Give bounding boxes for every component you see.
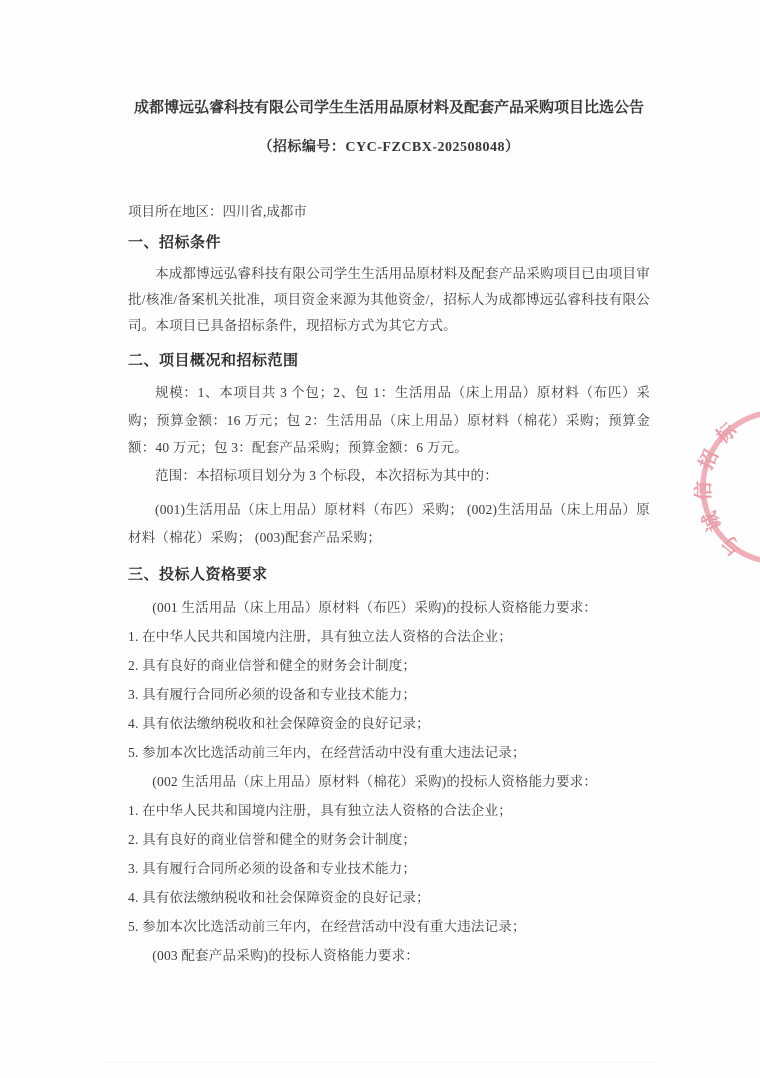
requirement-item: 3. 具有履行合同所必须的设备和专业技术能力； (128, 861, 417, 876)
page-bottom-edge (100, 1062, 660, 1063)
project-location-line: 项目所在地区：四川省,成都市 (128, 204, 307, 219)
section-1-paragraph: 本成都博远弘睿科技有限公司学生生活用品原材料及配套产品采购项目已由项目审批/核准/备案机关批准，项目资金来源为其他资金/，招标人为成都博远弘睿科技有限公司。本项目已具备招标条件，现招标方式为其它方式。 (128, 266, 650, 333)
requirement-item: 1. 在中华人民共和国境内注册，具有独立法人资格的合法企业； (128, 629, 512, 644)
section-heading-3: 三、投标人资格要求 (128, 567, 268, 583)
seal-text: 与诚信招标 (693, 413, 749, 560)
section-2-scope-paragraph: 范围：本招标项目划分为 3 个标段，本次招标为其中的： (155, 467, 498, 483)
section-heading-2: 二、项目概况和招标范围 (128, 353, 299, 369)
tender-reference-number: （招标编号：CYC-FZCBX-202508048） (258, 140, 520, 155)
requirement-item: 5. 参加本次比选活动前三年内，在经营活动中没有重大违法记录； (128, 919, 526, 934)
qualification-intro-lot-002: (002 生活用品（床上用品）原材料（棉花）采购)的投标人资格能力要求： (152, 774, 598, 789)
page-title: 成都博远弘睿科技有限公司学生生活用品原材料及配套产品采购项目比选公告 (133, 100, 644, 116)
requirement-item: 1. 在中华人民共和国境内注册，具有独立法人资格的合法企业； (128, 803, 512, 818)
qualification-intro-lot-001: (001 生活用品（床上用品）原材料（布匹）采购)的投标人资格能力要求： (152, 600, 598, 615)
requirement-item: 3. 具有履行合同所必须的设备和专业技术能力； (128, 687, 417, 702)
section-2-lots-paragraph: (001)生活用品（床上用品）原材料（布匹）采购； (002)生活用品（床上用品）原材料（棉花）采购； (003)配套产品采购； (128, 502, 650, 545)
requirement-item: 2. 具有良好的商业信誉和健全的财务会计制度； (128, 658, 417, 673)
requirement-item: 4. 具有依法缴纳税收和社会保障资金的良好记录； (128, 890, 430, 905)
requirement-item: 5. 参加本次比选活动前三年内，在经营活动中没有重大违法记录； (128, 745, 526, 760)
requirement-item: 2. 具有良好的商业信誉和健全的财务会计制度； (128, 832, 417, 847)
section-heading-1: 一、招标条件 (128, 235, 222, 251)
qualification-intro-lot-003: (003 配套产品采购)的投标人资格能力要求： (152, 948, 420, 963)
requirement-item: 4. 具有依法缴纳税收和社会保障资金的良好记录； (128, 716, 430, 731)
section-2-scale-paragraph: 规模：1、本项目共 3 个包；2、包 1：生活用品（床上用品）原材料（布匹）采购；预算金额：16 万元；包 2：生活用品（床上用品）原材料（棉花）采购；预算金额：40 万元；包 3：配套产品采购；预算金额：6 万元。 (128, 385, 650, 455)
